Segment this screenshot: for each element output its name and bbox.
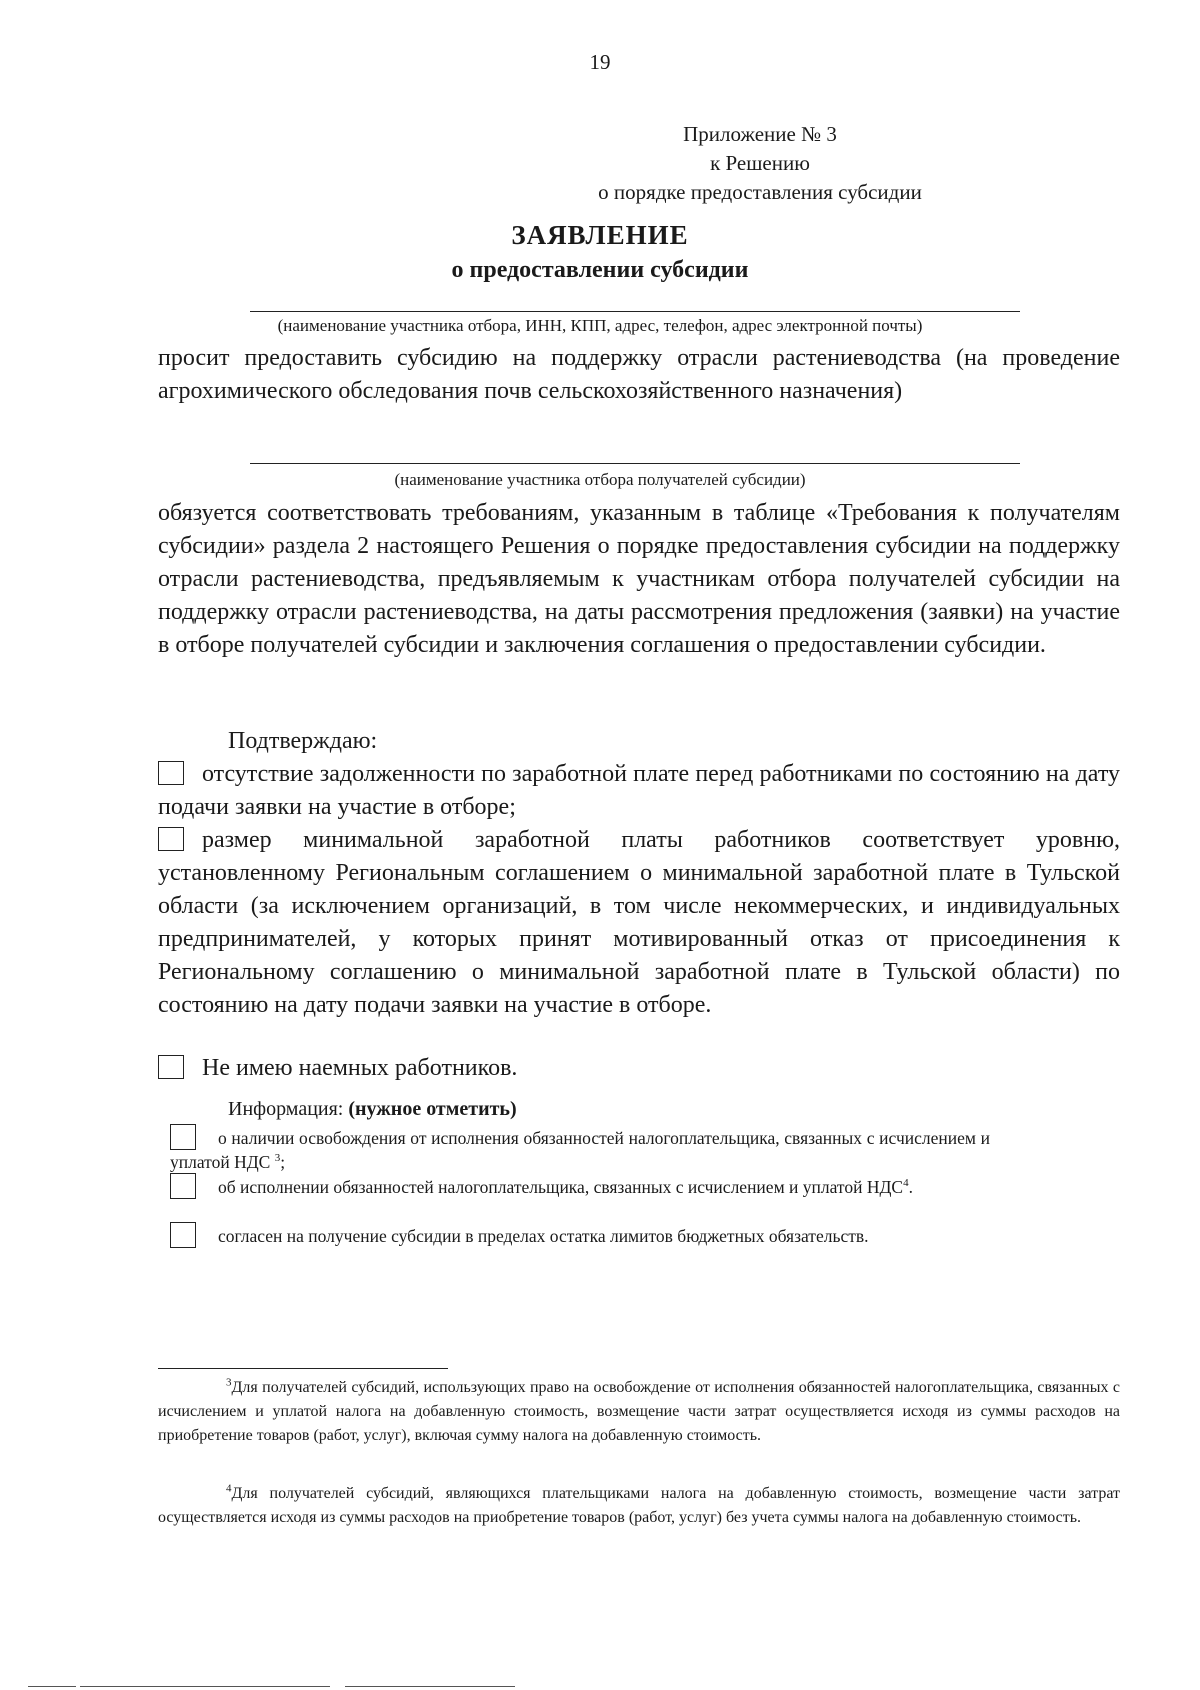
appendix-header [560, 120, 960, 207]
info-item-vat-payer [170, 1173, 990, 1199]
footnote-mark: 3 [226, 1376, 232, 1389]
confirm-item-label: Не имею наемных работников. [202, 1055, 518, 1081]
footnote-4 [158, 1482, 1120, 1530]
vat-payer-checkbox[interactable] [170, 1173, 196, 1199]
footnote-3 [158, 1376, 1120, 1448]
minimum-wage-checkbox[interactable] [158, 827, 184, 851]
info-item-budget-limits [170, 1222, 990, 1248]
vat-exemption-checkbox[interactable] [170, 1124, 196, 1150]
no-debt-checkbox[interactable] [158, 761, 184, 785]
scan-edge-mark [80, 1686, 330, 1687]
confirm-item-no-employees [158, 1052, 1120, 1085]
appendix-line-3: о порядке предоставления субсидии [598, 180, 922, 204]
footnote-text: Для получателей субсидий, являющихся плательщиками налога на добавленную стоимость, возмещение части затрат осуществляется исходя из суммы расходов на приобретение товаров (работ, услуг) без учета суммы налога на добавленную стоимость. [158, 1485, 1120, 1526]
participant-details-line [250, 311, 1020, 312]
info-item-text: об исполнении обязанностей налогоплательщика, связанных с исчислением и уплатой НДС [218, 1177, 904, 1197]
request-paragraph: просит предоставить субсидию на поддержку отрасли растениеводства (на проведение агрохимического обследования почв сельскохозяйственного назначения) [158, 345, 1120, 404]
info-heading-note: (нужное отметить) [348, 1098, 517, 1120]
info-heading [228, 1098, 517, 1121]
footnote-mark: 4 [226, 1482, 232, 1495]
confirm-item-label: размер минимальной заработной платы работников соответствует уровню, установленному Региональным соглашением о минимальной заработной плате в Тульской области (за исключением организаций, в том числе некоммерческих, и индивидуальных предпринимателей, у которых принят мотивированный отказ от присоединения к Региональному соглашению о минимальной заработной плате в Тульской области) по состоянию на дату подачи заявки на участие в отборе. [158, 827, 1120, 1018]
info-item-tail: . [908, 1177, 913, 1197]
confirm-item-label: отсутствие задолженности по заработной плате перед работниками по состоянию на дату подачи заявки на участие в отборе; [158, 761, 1120, 820]
info-item-text: о наличии освобождения от исполнения обязанностей налогоплательщика, связанных с исчислением и уплатой НДС [170, 1128, 990, 1172]
footnote-text: Для получателей субсидий, использующих право на освобождение от исполнения обязанностей налогоплательщика, связанных с исчислением и уплатой налога на добавленную стоимость, возмещение части затрат осуществляется исходя из суммы расходов на приобретение товаров (работ, услуг), включая сумму налога на добавленную стоимость. [158, 1379, 1120, 1444]
document-subtitle: о предоставлении субсидии [451, 257, 749, 283]
scan-edge-mark [28, 1686, 76, 1687]
participant-name-line [250, 463, 1020, 464]
info-heading-label: Информация: [228, 1098, 349, 1120]
footnote-ref: 3 [274, 1152, 281, 1165]
document-title: ЗАЯВЛЕНИЕ [511, 220, 689, 250]
appendix-line-1: Приложение № 3 [683, 122, 837, 146]
participant-details-caption: (наименование участника отбора, ИНН, КПП, адрес, телефон, адрес электронной почты) [277, 316, 923, 335]
budget-limits-checkbox[interactable] [170, 1222, 196, 1248]
appendix-line-2: к Решению [710, 151, 810, 175]
obligation-paragraph: обязуется соответствовать требованиям, указанным в таблице «Требования к получателям субсидии» раздела 2 настоящего Решения о порядке предоставления субсидии на поддержку отрасли растениеводства, предъявляемым к участникам отбора получателей субсидии на поддержку отрасли растениеводства, на даты рассмотрения предложения (заявки) на участие в отборе получателей субсидии и заключения соглашения о предоставлении субсидии. [158, 500, 1120, 658]
confirm-item-no-debt [158, 758, 1120, 824]
info-item-text: согласен на получение субсидии в пределах остатка лимитов бюджетных обязательств. [218, 1226, 869, 1246]
scan-edge-mark [345, 1686, 515, 1687]
participant-name-caption: (наименование участника отбора получателей субсидии) [394, 470, 806, 489]
info-item-vat-exemption [170, 1124, 990, 1174]
footnote-ref: 4 [903, 1177, 909, 1190]
confirm-item-minimum-wage [158, 824, 1120, 1022]
page-number: 19 [589, 50, 611, 74]
confirm-heading: Подтверждаю: [228, 728, 378, 754]
footnote-separator [158, 1368, 448, 1369]
info-item-tail: ; [280, 1152, 286, 1172]
no-employees-checkbox[interactable] [158, 1055, 184, 1079]
